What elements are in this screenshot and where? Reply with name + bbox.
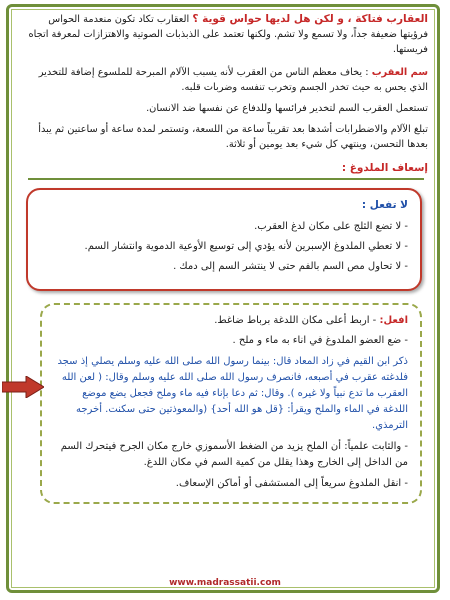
dos-title: افعل:	[379, 315, 408, 326]
intro-question: العقارب فتاكة ، و لكن هل لديها حواس قوية ؟	[192, 13, 428, 25]
usage-paragraph: تستعمل العقرب السم لتخدير فرائسها وللدفاع عن نفسها ضد الانسان.	[146, 103, 428, 114]
section-divider	[28, 178, 424, 180]
dos-hadith: ذكر ابن القيم في زاد المعاد قال: بينما رسول الله صلى الله عليه وسلم يصلي إذ سجد فلدغته عقرب في أصبعه، فانصرف رسول الله صلى الله عليه وسلم وقال: ( لعن الله العقرب ما تدع نبياً ولا غيره ). وقال: ثم دعا بإناء فيه ماء وملح فجعل يضع موضع اللدغة في الماء والملح ويقرأ: {قل هو الله أحد} (والمعوذتين حتى سكنت. أخرجه الترمذي.	[57, 356, 408, 431]
donts-item: - لا تعطي الملدوغ الإسبرين لأنه يؤدي إلى توسيع الأوعية الدموية وانتشار السم.	[84, 241, 408, 252]
footer-url[interactable]: www.madrassatii.com	[169, 578, 281, 588]
firstaid-title: إسعاف الملدوغ :	[341, 162, 428, 174]
donts-title: لا تفعل :	[361, 199, 408, 211]
dos-hospital: - انقل الملدوغ سريعاً إلى المستشفى أو أماكن الإسعاف.	[175, 478, 408, 489]
donts-item: - لا تضع الثلج على مكان لدغ العقرب.	[254, 221, 408, 232]
pain-paragraph: تبلغ الآلام والاضطرابات أشدها بعد تقريباً ساعة من اللسعة، وتستمر لمدة ساعة أو ساعتين ثم يبدأ بعدها التحسن، وينتهي كل شيء بعد يومين أو ثلاثة.	[38, 124, 428, 150]
document-content	[20, 6, 428, 504]
dos-box	[40, 303, 422, 504]
intro-text: العقارب تكاد تكون منعدمة الحواس فرؤيتها ضعيفة جداً، ولا تسمع ولا تشم. ولكنها تعتمد على الذبذبات الصوتية والاهتزازات لمعرفة اتجاه فريستها.	[28, 14, 428, 55]
dos-first: - اربط أعلى مكان اللدغة برباط ضاغط.	[214, 315, 380, 326]
venom-label: سم العقرب	[371, 67, 428, 78]
dos-second: - ضع العضو الملدوغ في اناء به ماء و ملح .	[232, 335, 408, 346]
donts-item: - لا تحاول مص السم بالفم حتى لا ينتشر السم إلى دمك .	[173, 261, 408, 272]
venom-paragraph	[20, 65, 428, 95]
venom-text: : يخاف معظم الناس من العقرب لأنه يسبب الآلام المبرحة للملسوع إضافة للتخدير الذي يحس به حيث تخدر الجسم وتخرب تنفسه وضربات قلبه.	[38, 67, 428, 93]
dos-first-line	[54, 313, 408, 328]
arrow-right-icon	[2, 376, 44, 398]
donts-box	[26, 188, 422, 291]
intro-paragraph	[20, 12, 428, 57]
dos-science: - والثابت علمياً: أن الملح يزيد من الضغط الأسموزي خارج مكان الجرح فيتحرك السم من الداخل إلى الخارج وهذا يقلل من كمية السم في مكان اللدغ.	[60, 441, 408, 468]
